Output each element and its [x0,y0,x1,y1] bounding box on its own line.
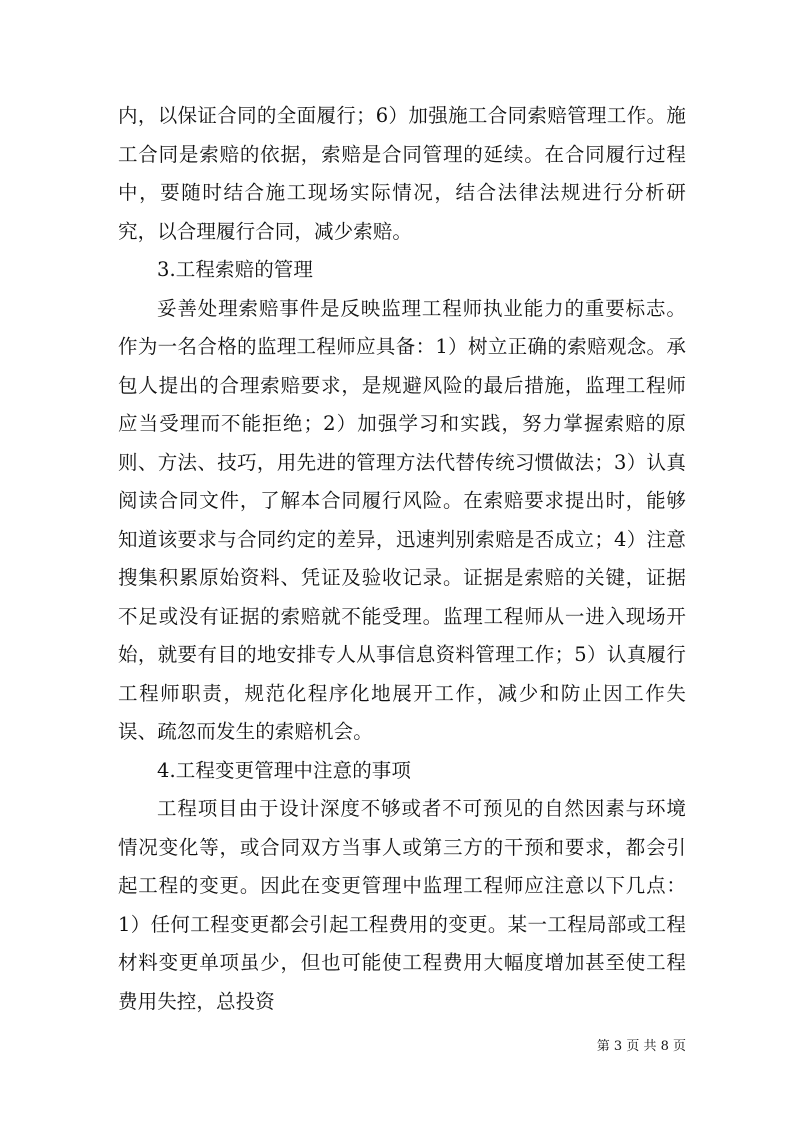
paragraph-claims-management: 妥善处理索赔事件是反映监理工程师执业能力的重要标志。作为一名合格的监理工程师应具备：1）树立正确的索赔观念。承包人提出的合理索赔要求，是规避风险的最后措施，监理工程师应当受理而不能拒绝；2）加强学习和实践，努力掌握索赔的原则、方法、技巧，用先进的管理方法代替传统习惯做法；3）认真阅读合同文件，了解本合同履行风险。在索赔要求提出时，能够知道该要求与合同约定的差异，迅速判别索赔是否成立；4）注意搜集积累原始资料、凭证及验收记录。证据是索赔的关键，证据不足或没有证据的索赔就不能受理。监理工程师从一进入现场开始，就要有目的地安排专人从事信息资料管理工作；5）认真履行工程师职责，规范化程序化地展开工作，减少和防止因工作失误、疏忽而发生的索赔机会。 [118,296,686,743]
document-body [118,97,686,1021]
page-number-footer: 第 3 页 共 8 页 [596,1039,686,1054]
section-heading-3: 3.工程索赔的管理 [157,258,314,281]
section-heading-4: 4.工程变更管理中注意的事项 [157,758,412,782]
paragraph-continuation: 内，以保证合同的全面履行；6）加强施工合同索赔管理工作。施工合同是索赔的依据，索赔是合同管理的延续。在合同履行过程中，要随时结合施工现场实际情况，结合法律法规进行分析研究，以合理履行合同，减少索赔。 [118,104,686,243]
paragraph-change-management: 工程项目由于设计深度不够或者不可预见的自然因素与环境情况变化等，或合同双方当事人或第三方的干预和要求，都会引起工程的变更。因此在变更管理中监理工程师应注意以下几点：1）任何工程变更都会引起工程费用的变更。某一工程局部或工程材料变更单项虽少，但也可能使工程费用大幅度增加甚至使工程费用失控，总投资 [118,797,686,1013]
